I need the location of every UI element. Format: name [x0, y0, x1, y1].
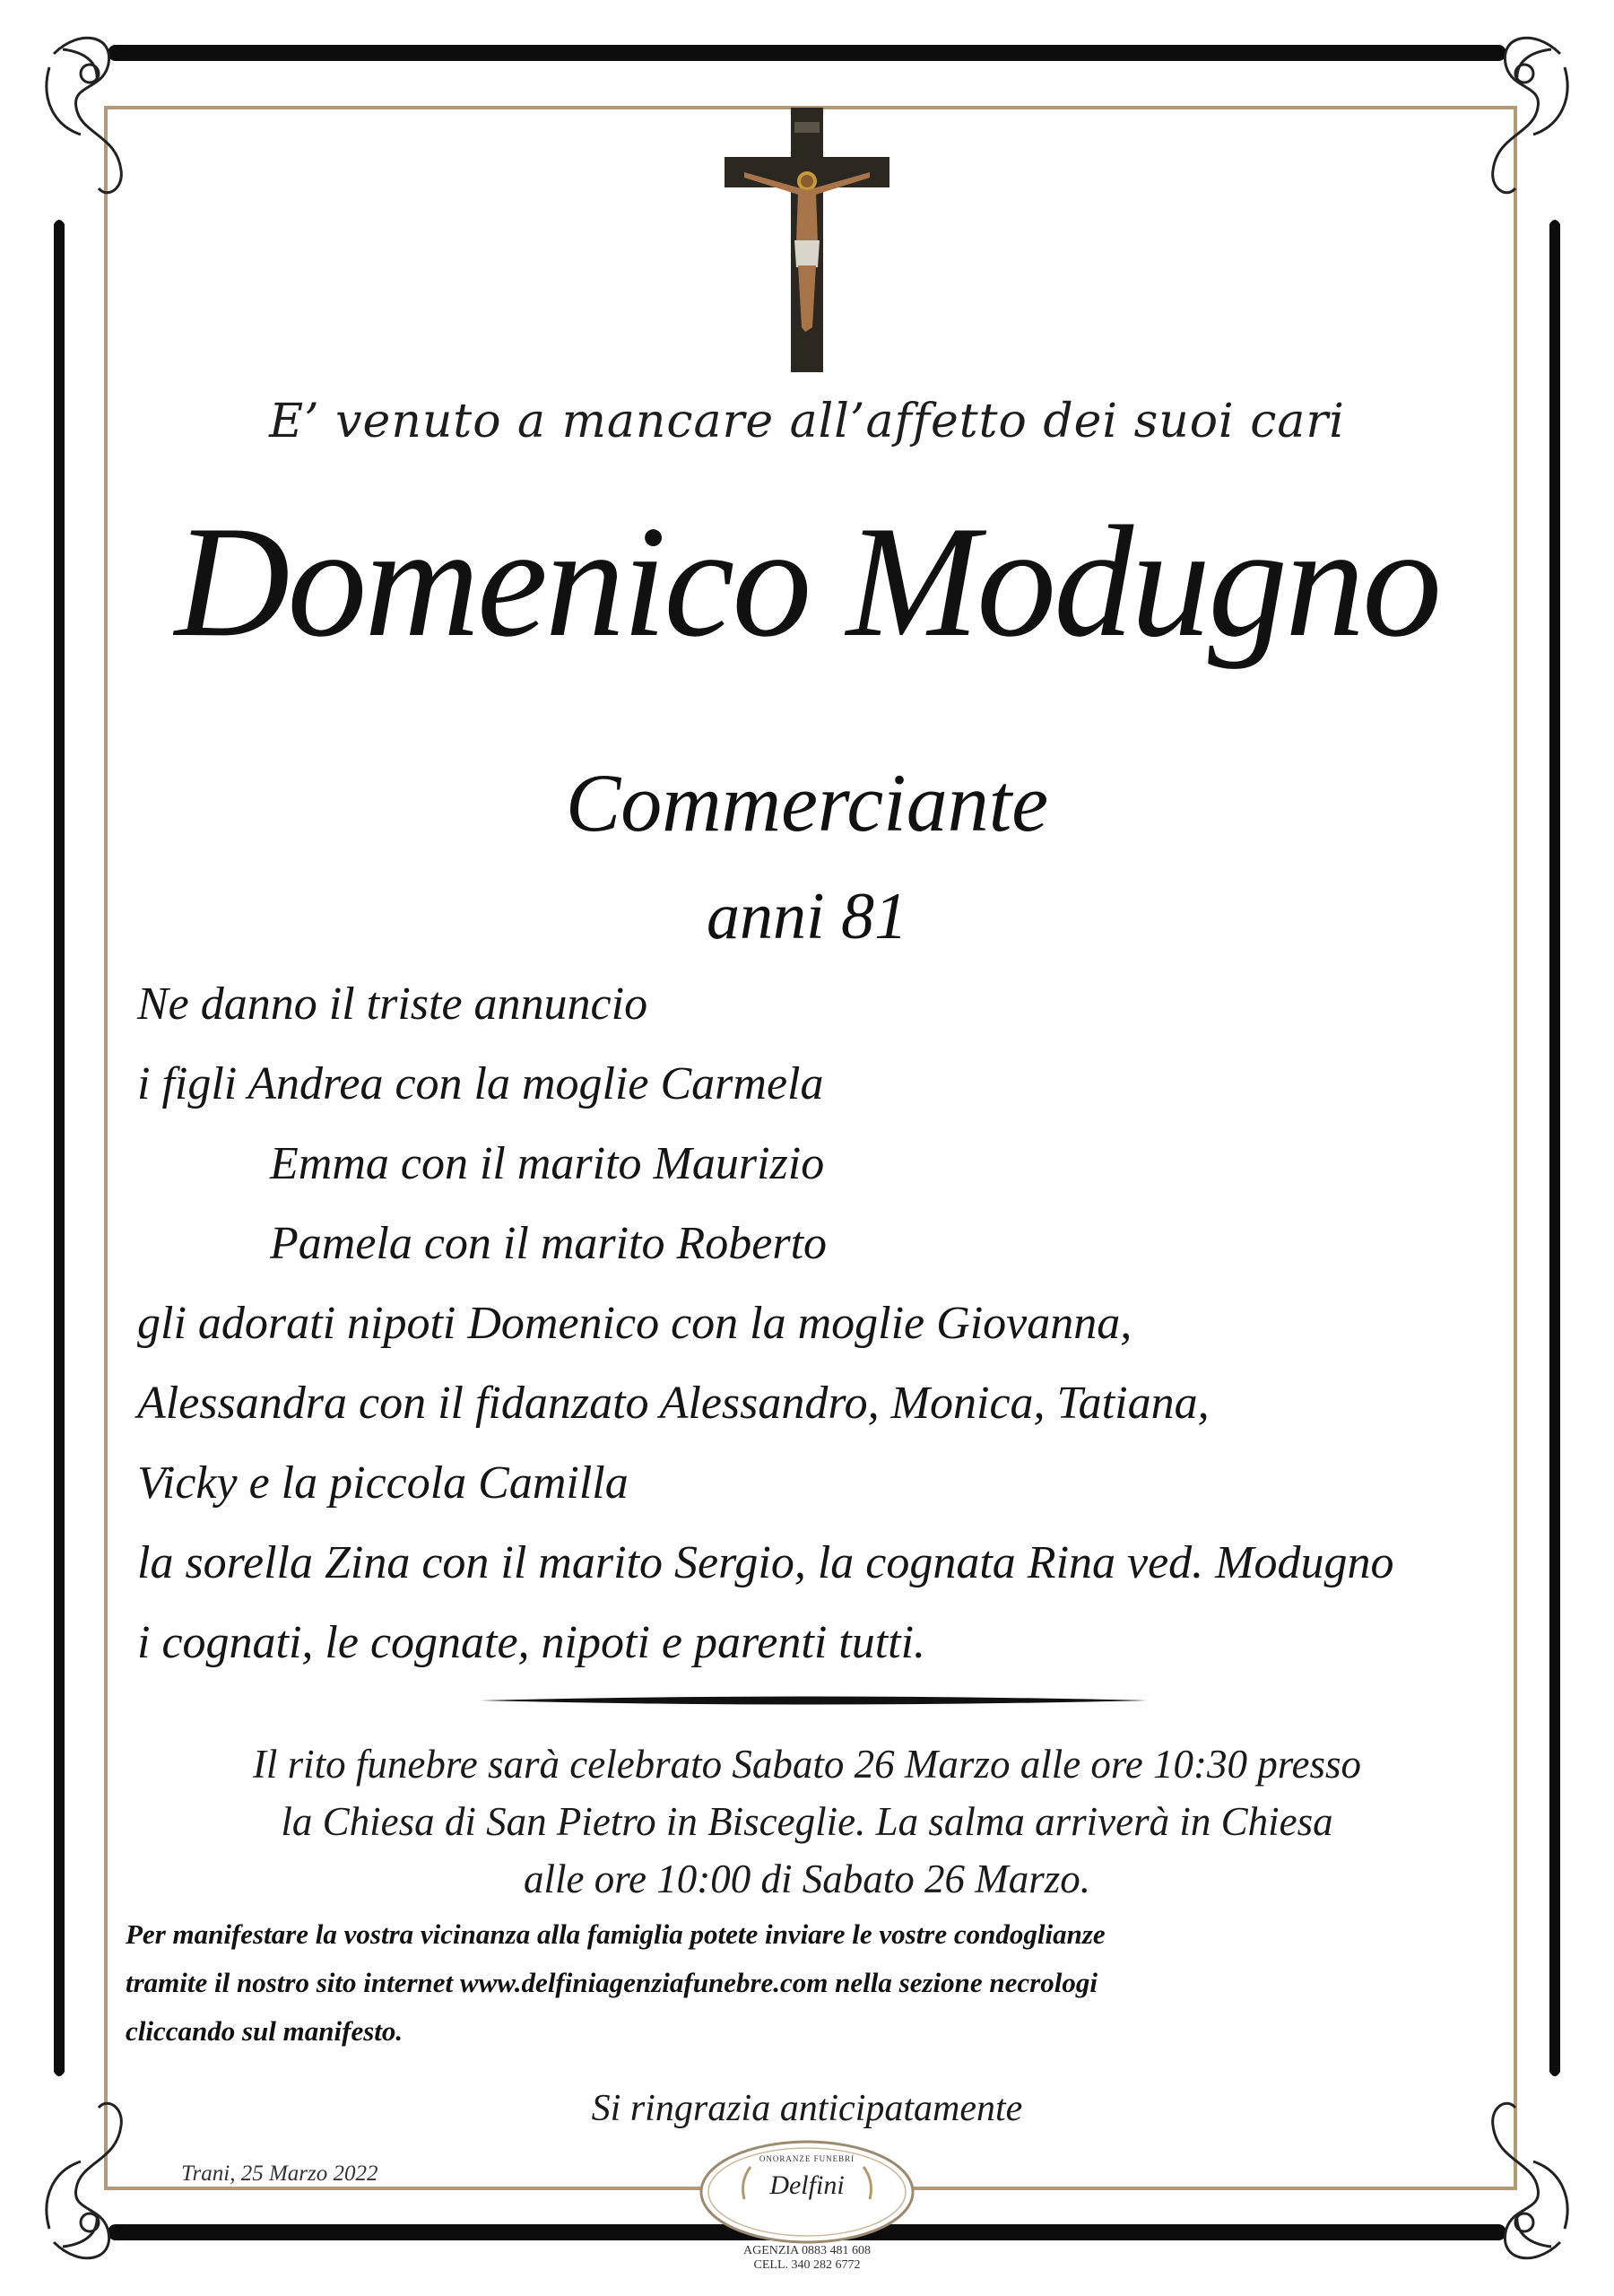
corner-ornament-top-left: [47, 38, 121, 193]
funeral-line-2: la Chiesa di San Pietro in Bisceglie. La salma arriverà in Chiesa: [281, 1799, 1333, 1844]
family-line: Pamela con il marito Roberto: [270, 1218, 828, 1269]
family-line: Alessandra con il fidanzato Alessandro, Monica, Tatiana,: [137, 1378, 1210, 1429]
funeral-details: [108, 1735, 1506, 1908]
condolences-line-1: Per manifestare la vostra vicinanza alla famiglia potete inviare le vostre condoglianze: [126, 1918, 1106, 1950]
intro-text: E’ venuto a mancare all’affetto dei suoi cari: [269, 395, 1345, 448]
section-divider: [480, 1694, 1148, 1707]
deceased-name: Domenico Modugno: [174, 492, 1440, 670]
age-text: anni 81: [706, 880, 908, 953]
family-line: i cognati, le cognate, nipoti e parenti tutti.: [137, 1617, 926, 1668]
agency-tagline: ONORANZE FUNEBRI: [759, 2154, 855, 2163]
family-line: Vicky e la piccola Camilla: [137, 1457, 629, 1509]
agency-cell: CELL. 340 282 6772: [753, 2258, 861, 2272]
top-border-bar: [108, 45, 1506, 61]
family-line: gli adorati nipoti Domenico con la moglie Giovanna,: [137, 1298, 1132, 1349]
agency-name: Delfini: [769, 2170, 845, 2200]
place-date: Trani, 25 Marzo 2022: [181, 2161, 378, 2186]
family-announcement: [137, 964, 1536, 1683]
condolences-line-3: cliccando sul manifesto.: [126, 2015, 404, 2047]
funeral-line-3: alle ore 10:00 di Sabato 26 Marzo.: [523, 1857, 1091, 1901]
agency-logo: [695, 2136, 919, 2271]
condolences-info: [126, 1910, 1524, 2056]
funeral-line-1: Il rito funebre sarà celebrato Sabato 26 Marzo alle ore 10:30 presso: [252, 1742, 1362, 1787]
thanks-text: Si ringrazia anticipatamente: [591, 2088, 1023, 2129]
family-line: la sorella Zina con il marito Sergio, la cognata Rina ved. Modugno: [137, 1537, 1394, 1588]
corner-ornament-top-right: [1493, 38, 1567, 193]
crucifix-icon: [717, 108, 897, 377]
agency-phone: AGENZIA 0883 481 608: [743, 2244, 871, 2257]
family-line: i figli Andrea con la moglie Carmela: [137, 1058, 824, 1109]
condolences-line-2: tramite il nostro sito internet www.delfiniagenziafunebre.com nella sezione necrologi: [126, 1967, 1098, 1998]
family-line: Emma con il marito Maurizio: [270, 1138, 825, 1189]
occupation-text: Commerciante: [565, 757, 1049, 848]
family-line: Ne danno il triste annuncio: [137, 978, 648, 1030]
